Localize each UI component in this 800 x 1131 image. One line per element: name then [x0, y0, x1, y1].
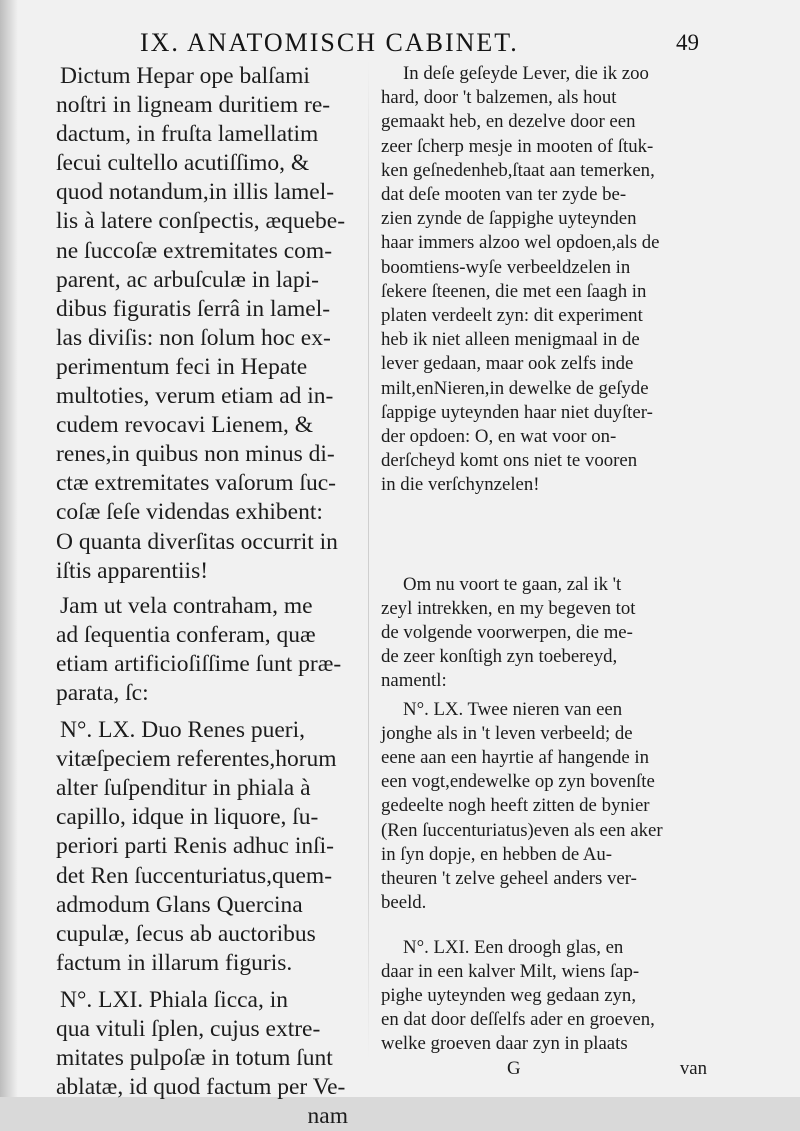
dutch-paragraph-3	[381, 698, 711, 916]
text-line: ſappige uyteynden haar niet duyſter-	[381, 401, 653, 423]
text-line: iſtis apparentiis!	[56, 557, 209, 584]
text-line: welke groeven daar zyn in plaats	[381, 1033, 628, 1055]
text-line: dactum, in fruſta lamellatim	[56, 121, 319, 148]
text-line: parent, ac arbuſculæ in lapi-	[56, 266, 319, 293]
catchword: van	[679, 1057, 707, 1079]
text-line: (Ren ſuccenturiatus)even als een aker	[381, 819, 663, 841]
text-line: een vogt,endewelke op zyn bovenſte	[381, 771, 655, 793]
text-line: Dictum Hepar ope balſami	[60, 63, 310, 89]
text-line: Jam ut vela contraham, me	[60, 592, 313, 619]
text-line: de zeer konſtigh zyn toebereyd,	[381, 646, 618, 668]
text-line: zeyl intrekken, en my begeven tot	[381, 597, 636, 619]
text-line: N°. LX. Duo Renes pueri,	[60, 717, 306, 744]
text-line: lis à latere conſpectis, æquebe-	[56, 208, 346, 235]
text-line: Om nu voort te gaan, zal ik 't	[403, 573, 622, 595]
text-line: renes,in quibus non minus di-	[56, 441, 335, 468]
text-line: pighe uyteynden weg gedaan zyn,	[381, 984, 637, 1006]
page-number: 49	[676, 30, 699, 55]
text-line: boomtiens-wyſe verbeeldzelen in	[381, 256, 631, 278]
text-line: ken geſnedenheb,ſtaat aan temerken,	[381, 159, 655, 181]
text-line: dat deſe mooten van ter zyde be-	[381, 184, 627, 206]
dutch-paragraph-1	[381, 62, 711, 498]
text-line: milt,enNieren,in dewelke de geſyde	[381, 377, 649, 399]
signature-line	[381, 1057, 711, 1081]
text-line: vitæſpeciem referentes,horum	[56, 746, 337, 773]
dutch-column	[381, 62, 711, 1081]
text-line: derſcheyd komt ons niet te vooren	[381, 450, 638, 472]
text-line: in die verſchynzelen!	[381, 474, 540, 496]
text-line: platen verdeelt zyn: dit experiment	[381, 305, 643, 327]
text-line: parata, ſc:	[56, 679, 149, 706]
text-line: N°. LXI. Een droogh glas, en	[403, 936, 624, 958]
latin-column	[56, 62, 356, 1131]
latin-paragraph-3	[56, 716, 356, 978]
text-line: de volgende voorwerpen, die me-	[381, 622, 633, 644]
text-line: qua vituli ſplen, cujus extre-	[56, 1016, 321, 1042]
text-line: gemaakt heb, en dezelve door een	[381, 111, 636, 133]
text-line: mitates pulpoſæ in totum ſunt	[56, 1045, 333, 1072]
text-line: capillo, idque in liquore, ſu-	[56, 804, 319, 831]
latin-paragraph-2	[56, 592, 356, 708]
text-line: periori parti Renis adhuc inſi-	[56, 833, 335, 860]
text-line: ctæ extremitates vaſorum ſuc-	[56, 470, 336, 497]
text-line: haar immers alzoo wel opdoen,als de	[381, 232, 660, 254]
text-line: quod notandum,in illis lamel-	[56, 179, 335, 206]
text-line: en dat door deſſelfs ader en groeven,	[381, 1009, 655, 1031]
catchword: nam	[307, 1103, 348, 1130]
signature-mark: G	[507, 1057, 521, 1079]
latin-paragraph-4	[56, 986, 356, 1131]
text-line: hard, door 't balzemen, als hout	[381, 87, 617, 109]
column-divider	[368, 60, 369, 1060]
dutch-paragraph-4	[381, 936, 711, 1081]
text-line: det Ren ſuccenturiatus,quem-	[56, 862, 333, 889]
text-line: daar in een kalver Milt, wiens ſap-	[381, 960, 640, 982]
text-line: eene aan een hayrtie af hangende in	[381, 747, 649, 769]
text-line: O quanta diverſitas occurrit in	[56, 528, 338, 555]
text-line: namentl:	[381, 670, 447, 692]
text-line: zien zynde de ſappighe uyteynden	[381, 208, 637, 230]
text-line: ablatæ, id quod factum per Ve-	[56, 1074, 346, 1101]
text-line: etiam artificioſiſſime ſunt præ-	[56, 650, 342, 677]
text-line: ſekere ſteenen, die met een ſaagh in	[381, 280, 647, 302]
text-line: ſecui cultello acutiſſimo, &	[56, 150, 310, 177]
text-line: coſæ ſeſe videndas exhibent:	[56, 499, 323, 526]
page-header	[0, 28, 800, 62]
text-line: in ſyn dopje, en hebben de Au-	[381, 843, 613, 865]
text-line: alter ſuſpenditur in phiala à	[56, 775, 311, 802]
text-line: multoties, verum etiam ad in-	[56, 383, 334, 410]
text-line: factum in illarum figuris.	[56, 949, 293, 976]
text-line: gedeelte nogh heeft zitten de bynier	[381, 795, 650, 817]
text-line: der opdoen: O, en wat voor on-	[381, 426, 617, 448]
text-line: cupulæ, ſecus ab auctoribus	[56, 920, 316, 947]
text-line: theuren 't zelve geheel anders ver-	[381, 868, 637, 890]
text-line: noſtri in ligneam duritiem re-	[56, 92, 331, 119]
text-line: ne ſuccoſæ extremitates com-	[56, 237, 333, 264]
text-line: lever gedaan, maar ook zelfs inde	[381, 353, 634, 375]
text-line: cudem revocavi Lienem, &	[56, 412, 314, 439]
text-line: zeer ſcherp mesje in mooten of ſtuk-	[381, 135, 654, 157]
text-line: N°. LX. Twee nieren van een	[403, 698, 623, 720]
text-line: beeld.	[381, 892, 427, 914]
text-line: ad ſequentia conferam, quæ	[56, 621, 316, 648]
running-head: IX. ANATOMISCH CABINET.	[140, 28, 519, 57]
text-line: jonghe als in 't leven verbeeld; de	[381, 722, 633, 744]
text-line: heb ik niet alleen menigmaal in de	[381, 329, 640, 351]
text-line: In deſe geſeyde Lever, die ik zoo	[403, 63, 649, 84]
text-line: N°. LXI. Phiala ſicca, in	[60, 986, 289, 1013]
text-line: dibus figuratis ſerrâ in lamel-	[56, 295, 331, 322]
binding-shadow	[0, 0, 18, 1097]
text-line: admodum Glans Quercina	[56, 891, 303, 918]
text-line: perimentum feci in Hepate	[56, 353, 308, 380]
text-line: las diviſis: non ſolum hoc ex-	[56, 324, 331, 351]
latin-paragraph-1	[56, 62, 356, 586]
dutch-paragraph-2	[381, 573, 711, 694]
